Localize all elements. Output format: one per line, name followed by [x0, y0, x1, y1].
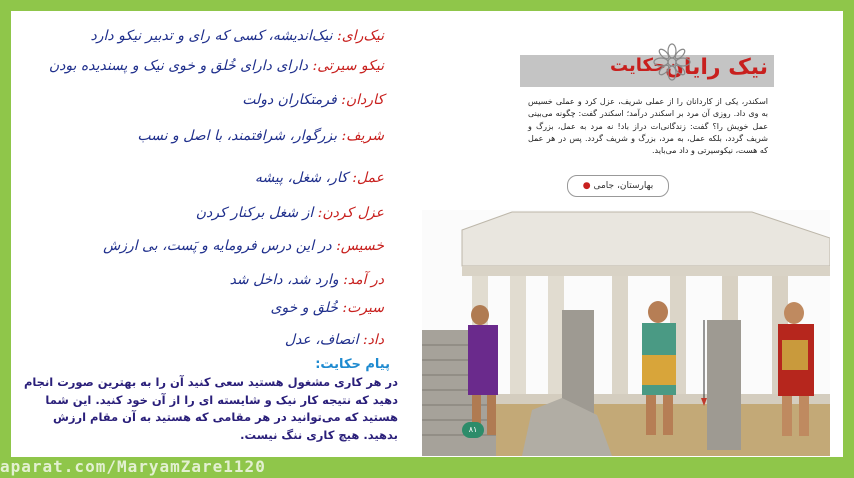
story-heading — [520, 55, 774, 87]
story-source — [567, 175, 669, 197]
gloss-definition: از شغل برکنار کردن — [195, 205, 314, 221]
gloss-item — [230, 272, 384, 288]
gloss-term: عمل: — [352, 170, 384, 186]
story-heading-label: حکایت — [609, 55, 666, 76]
gloss-item — [255, 170, 384, 186]
gloss-definition: وارد شد، داخل شد — [229, 272, 339, 288]
gloss-term: کاردان: — [341, 92, 384, 108]
gloss-item — [196, 205, 384, 221]
message-title: پیام حکایت: — [315, 357, 390, 372]
gloss-definition: انصاف، عدل — [284, 332, 359, 348]
gloss-definition: فرمتکاران دولت — [242, 92, 337, 108]
gloss-definition: خُلق و خوی — [270, 300, 338, 316]
gloss-item — [91, 28, 384, 44]
gloss-term: داد: — [362, 332, 384, 348]
story-title: نیک رایان — [665, 55, 768, 80]
gloss-definition: نیک‌اندیشه، کسی که رای و تدبیر نیکو دارد — [90, 28, 333, 44]
gloss-term: نیک‌رای: — [337, 28, 384, 44]
gloss-item — [137, 128, 384, 144]
watermark: aparat.com/MaryamZare1120 — [0, 457, 266, 476]
gloss-item — [242, 92, 384, 108]
gloss-definition: در این درس فرومایه و پَست، بی ارزش — [103, 238, 332, 254]
gloss-item — [270, 300, 384, 316]
gloss-term: شریف: — [341, 128, 384, 144]
gloss-term: در آمد: — [343, 272, 384, 288]
gloss-definition: دارای دارای خُلق و خوی نیک و پسندیده بودن — [48, 58, 309, 74]
gloss-definition: بزرگوار، شرافتمند، با اصل و نسب — [137, 128, 337, 144]
flower-ornament-icon — [650, 40, 694, 84]
gloss-item — [285, 332, 384, 348]
temple-illustration — [422, 210, 830, 456]
message-body: در هر کاری مشغول هستید سعی کنید آن را به بهترین صورت انجام دهید که نتیجه کار نیک و شایسته ای را از آن خود کنید. این شما هستید که می‌توانید در هر مقامی که هستید به آن مقام ارزش بدهید. هیچ کاری ننگ نیست. — [23, 375, 398, 442]
story-text: اسکندر، یکی از کاردانان را از عملی شریف، عزل کرد و عملی خسیس به وی داد. روزی آن مرد بر اسکندر درآمد؛ اسکندر گفت: چگونه می‌بینی عمل خویش را؟ گفت: زندگانی‌ات دراز باد! نه مرد به عمل، بزرگ و شریف گردد، بلکه عمل، به مرد، بزرگ و شریف گردد. پس در هر عمل که هست، نیکوسیرتی و داد می‌باید. — [528, 97, 768, 156]
gloss-definition: کار، شغل، پیشه — [254, 170, 348, 186]
gloss-term: نیکو سیرتی: — [312, 58, 384, 74]
story-source-label: بهارستان، جامی — [593, 181, 654, 191]
gloss-item — [103, 238, 384, 254]
page-number: ۸۱ — [462, 422, 484, 438]
gloss-term: عزل کردن: — [317, 205, 384, 221]
gloss-term: خسیس: — [336, 238, 384, 254]
gloss-item — [49, 58, 384, 74]
gloss-term: سیرت: — [342, 300, 384, 316]
bullet-icon: ● — [582, 181, 594, 191]
